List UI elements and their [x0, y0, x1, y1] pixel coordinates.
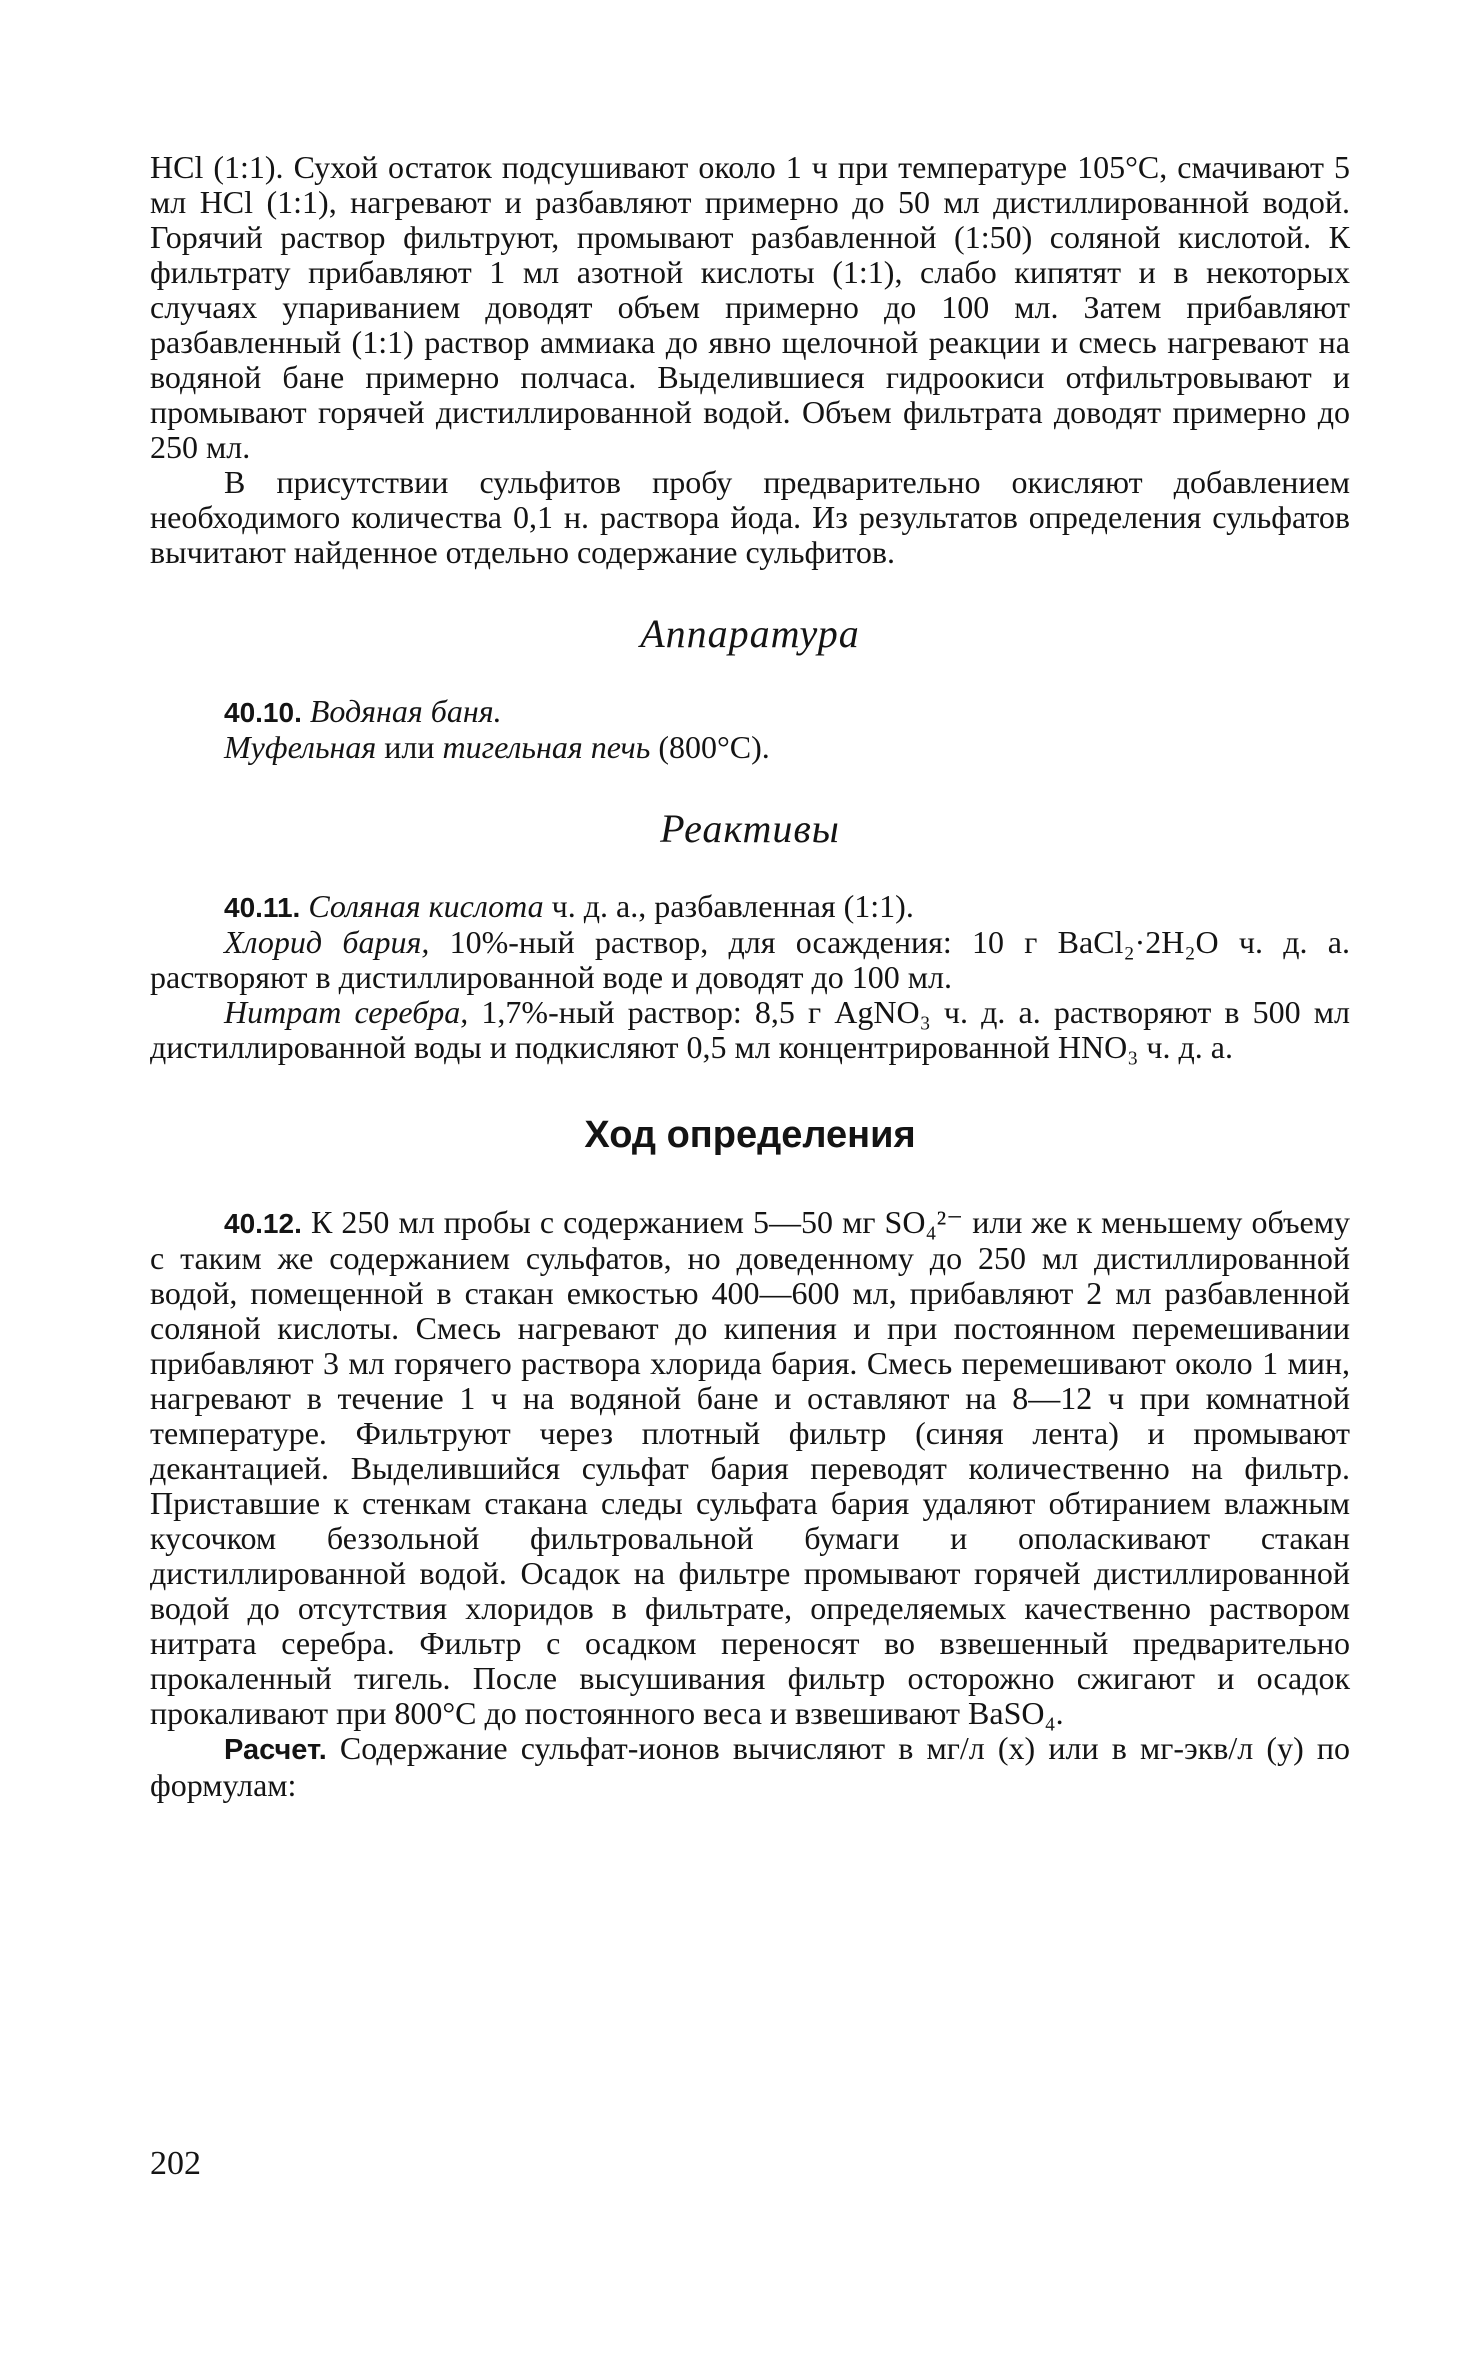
reagent-3-name: Нитрат серебра,: [224, 994, 469, 1030]
reagent-1: [150, 889, 1350, 925]
page-number: 202: [150, 2145, 201, 2182]
reagent-2: [150, 925, 1350, 995]
procedure-text: К 250 мл пробы с содержанием 5—50 мг SO₄²⁻ или же к меньшему объему с таким же содержанием сульфатов, но доведенному до 250 мл дистиллированной водой, помещенной в стакан емкостью 400—600 мл, прибавляют 2 мл разбавленной соляной кислоты. Смесь нагревают до кипения и при постоянном перемешивании прибавляют 3 мл горячего раствора хлорида бария. Смесь перемешивают около 1 мин, нагревают в течение 1 ч на водяной бане и оставляют на 8—12 ч при комнатной температуре. Фильтруют через плотный фильтр (синяя лента) и промывают декантацией. Выделившийся сульфат бария переводят количественно на фильтр. Приставшие к стенкам стакана следы сульфата бария удаляют обтиранием влажным кусочком беззольной фильтровальной бумаги и ополаскивают стакан дистиллированной водой. Осадок на фильтре промывают горячей дистиллированной водой до отсутствия хлоридов в фильтрате, определяемых качественно раствором нитрата серебра. Фильтр с осадком переносят во взвешенный предварительно прокаленный тигель. После высушивания фильтр осторожно сжигают и осадок прокаливают при 800°С до постоянного веса и взвешивают BaSO₄.: [150, 1204, 1350, 1731]
intro-paragraph-2: В присутствии сульфитов пробу предварительно окисляют добавлением необходимого количества 0,1 н. раствора йода. Из результатов определения сульфатов вычитают найденное отдельно содержание сульфитов.: [150, 464, 1350, 570]
reagent-1-text: ч. д. а., разбавленная (1:1).: [543, 888, 914, 924]
reagent-3: [150, 995, 1350, 1065]
section-number-40-10: 40.10.: [224, 697, 302, 728]
apparatus-item-1: [150, 694, 1350, 730]
apparatus-or: или: [376, 729, 443, 765]
apparatus-crucible-furnace: тигельная печь: [442, 729, 651, 765]
reagent-3-text: 1,7%-ный раствор: 8,5 г AgNO₃ ч. д. а. растворяют в 500 мл дистиллированной воды и подкисляют 0,5 мл концентрированной HNO₃ ч. д. а.: [150, 994, 1351, 1065]
page-body: [150, 150, 1350, 1803]
intro-paragraph-1: HCl (1:1). Сухой остаток подсушивают около 1 ч при температуре 105°С, смачивают 5 мл HCl (1:1), нагревают и разбавляют примерно до 50 мл дистиллированной водой. Горячий раствор фильтруют, промывают разбавленной (1:50) соляной кислотой. К фильтрату прибавляют 1 мл азотной кислоты (1:1), слабо кипятят и в некоторых случаях упариванием доводят объем примерно до 100 мл. Затем прибавляют разбавленный (1:1) раствор аммиака до явно щелочной реакции и смесь нагревают на водяной бане примерно полчаса. Выделившиеся гидроокиси отфильтровывают и промывают горячей дистиллированной водой. Объем фильтрата доводят примерно до 250 мл.: [150, 149, 1350, 465]
section-number-40-12: 40.12.: [224, 1208, 302, 1239]
apparatus-heading: Аппаратура: [640, 611, 860, 656]
procedure-heading: Ход определения: [584, 1114, 916, 1156]
apparatus-item-2: [150, 730, 1350, 765]
reagents-heading: Реактивы: [660, 806, 840, 851]
section-number-40-11: 40.11.: [224, 892, 301, 923]
calculation-text: Содержание сульфат-ионов вычисляют в мг/л (x) или в мг-экв/л (y) по формулам:: [150, 1730, 1350, 1803]
reagent-1-name: Соляная кислота: [308, 888, 544, 924]
apparatus-muffle: Муфельная: [224, 729, 377, 765]
calculation-paragraph: [150, 1731, 1350, 1803]
apparatus-temp: (800°С).: [650, 729, 770, 765]
reagent-2-text: 10%-ный раствор, для осаждения: 10 г BaCl₂·2H₂O ч. д. а. растворяют в дистиллированной воде и доводят до 100 мл.: [150, 924, 1350, 995]
reagent-2-name: Хлорид бария,: [224, 924, 430, 960]
calculation-label: Расчет.: [224, 1734, 327, 1766]
apparatus-water-bath: Водяная баня.: [309, 693, 502, 729]
procedure-paragraph: [150, 1205, 1350, 1731]
